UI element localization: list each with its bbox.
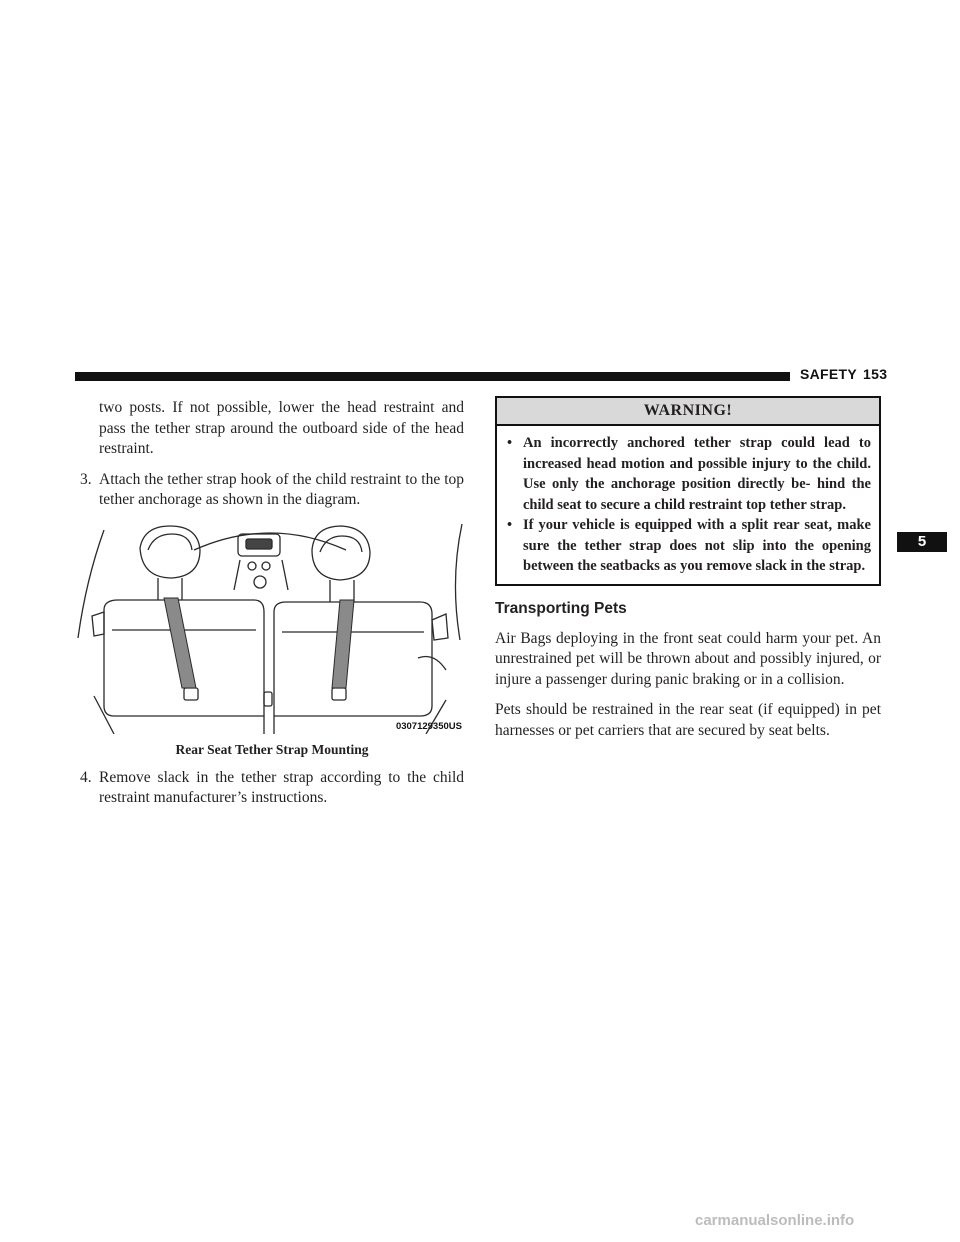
warning-item bbox=[507, 515, 871, 577]
chapter-tab: 5 bbox=[897, 532, 947, 552]
warning-list bbox=[497, 426, 879, 584]
pets-paragraph: Pets should be restrained in the rear seat (if equipped) in pet harnesses or pet carriers that are secured by seat belts. bbox=[495, 701, 881, 739]
bullet-icon: • bbox=[507, 435, 513, 451]
warning-item-text: If your vehicle is equipped with a split rear seat, make sure the tether strap does not slip into the opening between the seatbacks as you remove slack in the strap. bbox=[523, 517, 871, 574]
step-number: 3. bbox=[80, 470, 92, 488]
warning-item-text: An incorrectly anchored tether strap could lead to increased head motion and possible injury to the child. Use only the anchorage position directly be- hind the child seat to secure a child restraint top tether strap. bbox=[523, 435, 871, 513]
right-column bbox=[495, 396, 881, 741]
warning-item bbox=[507, 433, 871, 515]
bullet-icon: • bbox=[507, 517, 513, 533]
warning-box bbox=[495, 396, 881, 586]
section-title: SAFETY bbox=[800, 366, 858, 382]
left-column bbox=[80, 398, 464, 809]
pets-paragraph: Air Bags deploying in the front seat could harm your pet. An unrestrained pet will be thrown about and possibly injured, or injure a passenger during panic braking or in a collision. bbox=[495, 629, 881, 688]
rear-seat-illustration bbox=[74, 520, 466, 734]
step-text: Attach the tether strap hook of the child restraint to the top tether anchorage as shown in the diagram. bbox=[99, 470, 464, 508]
section-heading: Transporting Pets bbox=[495, 599, 627, 617]
page-number: 153 bbox=[863, 366, 888, 382]
step-4 bbox=[80, 768, 464, 809]
warning-title: WARNING! bbox=[497, 398, 879, 426]
step-text: Remove slack in the tether strap according to the child restraint manufacturer’s instructions. bbox=[99, 768, 464, 806]
continuation-paragraph: two posts. If not possible, lower the head restraint and pass the tether strap around the outboard side of the head restraint. bbox=[99, 399, 464, 457]
figure-caption: Rear Seat Tether Strap Mounting bbox=[175, 741, 369, 757]
step-number: 4. bbox=[80, 768, 92, 786]
header-rule bbox=[75, 372, 790, 381]
watermark: carmanualsonline.info bbox=[695, 1212, 855, 1229]
figure-code: 0307129350US bbox=[395, 720, 462, 732]
running-header bbox=[800, 366, 887, 382]
step-3 bbox=[80, 470, 464, 511]
tether-diagram bbox=[74, 520, 466, 734]
